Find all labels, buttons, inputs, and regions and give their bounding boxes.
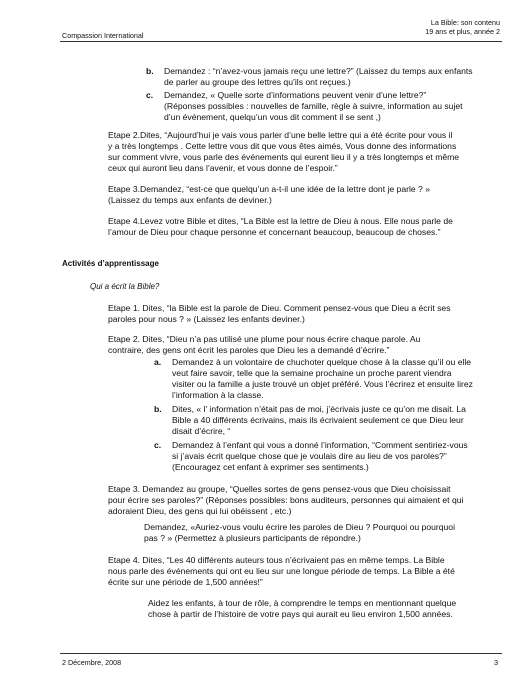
text-line: de parler au groupe des lettres qu’ils ont reçues.): [164, 77, 351, 87]
text-line: ceux qui auront lieu dans l’avenir, et vous donne de l’espoir.”: [108, 163, 338, 173]
page-number: 3: [494, 658, 498, 667]
text-line: Etape 3. Demandez au groupe, “Quelles sortes de gens pensez-vous que Dieu choisissait: [108, 484, 451, 494]
paragraph-lesson-etape1: [108, 303, 451, 325]
text-line: Dites, « l’ information n’était pas de moi, j’écrivais juste ce qu’on me disait. La: [172, 404, 466, 414]
paragraph-etape4: [108, 216, 453, 238]
list-item-c-lesson: [154, 440, 468, 473]
text-line: contraire, des gens ont écrit les paroles que Dieu les a demandé d’écrire.”: [108, 345, 390, 355]
text-line: Demandez : “n’avez-vous jamais reçu une lettre?” (Laissez du temps aux enfants: [164, 66, 473, 76]
list-item-text: [172, 357, 473, 401]
list-item-text: [164, 90, 463, 123]
section-heading: Activités d’apprentissage: [62, 259, 159, 268]
paragraph-help: [148, 598, 456, 620]
list-label: a.: [154, 357, 162, 367]
text-line: l’amour de Dieu pour chaque personne et concernant beaucoup, beaucoup de choses.”: [108, 227, 441, 237]
text-line: pas ? » (Permettez à plusieurs participants de répondre.): [144, 533, 361, 543]
header-title-line2: 19 ans et plus, année 2: [425, 27, 500, 36]
list-item-text: [172, 404, 466, 437]
footer-date: 2 Décembre, 2008: [62, 658, 122, 667]
text-line: (Réponses possibles : nouvelles de famille, règle à suivre, information au sujet: [164, 101, 463, 111]
text-line: Aidez les enfants, à tour de rôle, à comprendre le temps en mentionnant quelque: [148, 598, 457, 608]
text-line: Etape 2.Dites, “Aujourd’hui je vais vous parler d’une belle lettre qui a été écrite pour vous il: [108, 130, 453, 140]
footer-rule: [60, 653, 502, 654]
list-item-b: [146, 66, 473, 88]
text-line: Bible a 40 différents écrivains, mais ils écrivaient seulement ce que Dieu leur: [172, 415, 464, 425]
text-line: paroles pour nous ? » (Laissez les enfants deviner.): [108, 314, 305, 324]
text-line: Etape 1. Dites, “la Bible est la parole de Dieu. Comment pensez-vous que Dieu a écrit ses: [108, 303, 451, 313]
list-label: b.: [154, 404, 162, 414]
list-item-text: [164, 66, 473, 88]
text-line: d’un événement, quelqu’un vous dit comment il se sent ,): [164, 112, 381, 122]
text-line: y a très longtemps . Cette lettre vous dit que vous êtes aimés, Vous donne des informations: [108, 141, 457, 151]
paragraph-lesson-etape3: [108, 484, 463, 517]
list-label: c.: [146, 90, 154, 100]
header-title: [425, 18, 500, 36]
list-label: b.: [146, 66, 154, 76]
paragraph-lesson-etape2: [108, 334, 420, 356]
text-line: si j’avais écrit quelque chose que je voulais dire au lieu de vos paroles?”: [172, 451, 447, 461]
text-line: disait d’écrire, “: [172, 426, 231, 436]
text-line: écrite sur une période de 1,500 années!”: [108, 577, 263, 587]
paragraph-etape3: [108, 184, 430, 206]
text-line: adoraient Dieu, des gens qui lui obéissent , etc.): [108, 506, 292, 516]
text-line: Demandez, « Quelle sorte d’informations peuvent venir d’une lettre?”: [164, 90, 427, 100]
paragraph-ask: [144, 522, 455, 544]
header-title-line1: La Bible: son contenu: [430, 18, 500, 27]
text-line: sur comment vivre, vous parle des événements qui eurent lieu il y a très longtemps et même: [108, 152, 460, 162]
text-line: nous parle des événements qui ont eu lieu sur une longue période de temps. La Bible a été: [108, 566, 455, 576]
text-line: Etape 2. Dites, “Dieu n’a pas utilisé une plume pour nous écrire chaque parole. Au: [108, 334, 421, 344]
header-org: Compassion International: [62, 31, 144, 40]
text-line: l’information à la classe.: [172, 390, 264, 400]
list-item-text: [172, 440, 468, 473]
text-line: Demandez, «Auriez-vous voulu écrire les paroles de Dieu ? Pourquoi ou pourquoi: [144, 522, 455, 532]
paragraph-etape2: [108, 130, 459, 174]
text-line: pour écrire ses paroles?” (Réponses possibles: bons auditeurs, personnes qui aimaient et qui: [108, 495, 464, 505]
section-subheading: Qui a écrit la Bible?: [90, 282, 160, 291]
text-line: visiter ou la famille a juste trouvé un objet préféré. Vous l’écrirez et ensuite lirez: [172, 379, 473, 389]
list-label: c.: [154, 440, 162, 450]
list-item-a: [154, 357, 473, 401]
text-line: Etape 4.Levez votre Bible et dites, “La Bible est la lettre de Dieu à nous. Elle nous parle de: [108, 216, 453, 226]
text-line: Etape 3.Demandez, “est-ce que quelqu’un a-t-il une idée de la lettre dont je parle ? »: [108, 184, 430, 194]
text-line: Demandez à un volontaire de chuchoter quelque chose à la classe qu’il ou elle: [172, 357, 472, 367]
list-item-c: [146, 90, 463, 123]
text-line: Demandez à l’enfant qui vous a donné l’information, “Comment sentiriez-vous: [172, 440, 468, 450]
header-rule: [60, 41, 502, 42]
text-line: veut faire savoir, telle que la semaine prochaine un proche parent viendra: [172, 368, 452, 378]
list-item-b-lesson: [154, 404, 466, 437]
paragraph-lesson-etape4: [108, 555, 455, 588]
text-line: chose à partir de l’histoire de votre pays qui aurait eu lieu environ 1,500 années.: [148, 609, 453, 619]
text-line: (Encouragez cet enfant à exprimer ses sentiments.): [172, 462, 369, 472]
text-line: Etape 4. Dites, “Les 40 différents auteurs tous n’écrivaient pas en même temps. La Bible: [108, 555, 445, 565]
text-line: (Laissez du temps aux enfants de deviner.): [108, 195, 272, 205]
